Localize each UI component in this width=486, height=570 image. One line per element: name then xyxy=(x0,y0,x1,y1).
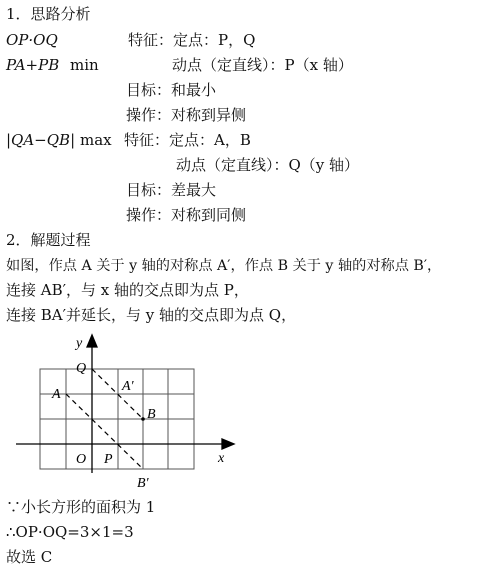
conclusion-line-3: 故选 C xyxy=(6,548,53,566)
solution-line-2: 连接 AB′，与 x 轴的交点即为点 P， xyxy=(6,281,249,299)
label-A-prime: A′ xyxy=(122,379,134,394)
y-axis-arrow xyxy=(87,335,97,347)
case1-moving-point: 动点（定直线）：P（x 轴） xyxy=(172,56,353,74)
case1-min-word: min xyxy=(70,56,99,74)
label-P: P xyxy=(104,452,113,467)
case1-expression: OP·OQ xyxy=(6,31,58,49)
case2-feature: 特征：定点：A，B xyxy=(124,131,251,149)
section2-heading: 2．解题过程 xyxy=(6,231,91,249)
conclusion-line-1: ∵小长方形的面积为 1 xyxy=(6,498,156,516)
case1-operation: 操作：对称到异侧 xyxy=(126,106,247,124)
case1-min-expression: PA+PB xyxy=(6,56,60,74)
label-y-axis: y xyxy=(76,336,83,351)
case2-goal: 目标：差最大 xyxy=(126,181,217,199)
label-O: O xyxy=(76,452,87,467)
case2-max-expression: |QA−QB| xyxy=(6,131,76,149)
label-A: A xyxy=(52,387,61,402)
case2-max-word: max xyxy=(80,131,112,149)
point-B xyxy=(141,417,145,421)
conclusion-line-2: ∴OP·OQ=3×1=3 xyxy=(6,523,134,541)
case1-feature: 特征：定点：P，Q xyxy=(128,31,256,49)
label-B: B xyxy=(147,407,156,422)
x-axis-arrow xyxy=(222,439,234,449)
label-Q: Q xyxy=(76,361,87,376)
label-x-axis: x xyxy=(218,451,225,466)
case1-goal: 目标：和最小 xyxy=(126,81,217,99)
solution-line-1: 如图，作点 A 关于 y 轴的对称点 A′，作点 B 关于 y 轴的对称点 B′， xyxy=(6,258,442,274)
coordinate-figure xyxy=(0,325,260,495)
solution-line-3: 连接 BA′并延长，与 y 轴的交点即为点 Q， xyxy=(6,306,297,324)
section1-heading: 1．思路分析 xyxy=(6,5,91,23)
case2-moving-point: 动点（定直线）：Q（y 轴） xyxy=(176,156,360,174)
grid xyxy=(40,369,194,469)
label-B-prime: B′ xyxy=(137,476,149,491)
case2-operation: 操作：对称到同侧 xyxy=(126,206,247,224)
